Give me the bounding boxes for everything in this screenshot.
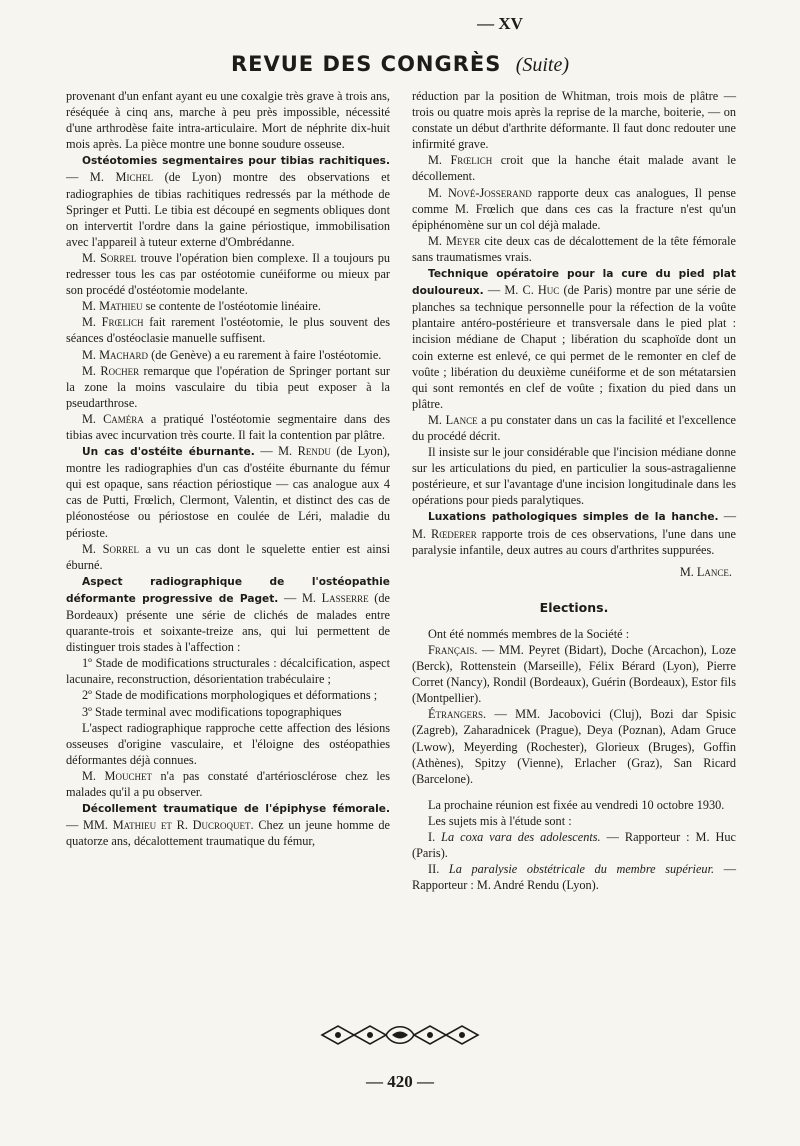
author-name: M. Meyer (428, 233, 481, 248)
paragraph-text: (de Lyon) montre des observations et radiographies de tibias rachitiques redressés par la méthode de Springer et Putti. Le tibia est découpé en segments obliques dont on intervertit l'ordre dans la gaine périostique, immobilisation avec l'appareil à tuteur externe d'Ombrédanne. (66, 170, 391, 249)
paragraph-text: rapporte trois de ces observations, l'une dans une paralysie infantile, deux autres au cours d'arthrites suppurées. (412, 526, 736, 557)
author-name: M. Frœlich (82, 315, 144, 330)
author-name: M. Sorrel (82, 250, 137, 265)
paragraph-text: remarque que l'opération de Springer portant sur la zone la moins vasculaire du tibia peut exposer à la pseudarthrose. (66, 363, 390, 410)
section-heading: Un cas d'ostéite éburnante. (82, 446, 255, 459)
paragraph (412, 233, 736, 265)
page-roman-numeral: — XV (477, 14, 523, 33)
paragraph (66, 411, 390, 443)
paragraph-text: Chez un jeune homme de quatorze ans, décalottement traumatique du fémur, (66, 818, 391, 849)
paragraph (66, 347, 390, 363)
paragraph-text: trouve l'opération bien complexe. Il a toujours pu redresser tous les cas par ostéotomie cunéiforme ou mieux par son procédé d'ostéotomie modelante. (66, 250, 391, 298)
nationality-label: Étrangers. (428, 707, 487, 722)
author-name: M. Lasserre (301, 590, 369, 605)
paragraph: Les sujets mis à l'étude sont : (428, 813, 572, 828)
author-name: M. Rendu (278, 444, 331, 459)
paragraph: 3º Stade terminal avec modifications topographiques (82, 704, 342, 719)
paragraph (412, 185, 736, 233)
paragraph: Décollement traumatique de l'épiphyse fémorale. — MM. Mathieu et R. Ducroquet. Chez un jeune homme de quatorze ans, décalottement traumatique du fémur, (66, 803, 391, 849)
author-name: M. C. Huc (504, 283, 560, 298)
paragraph: Ostéotomies segmentaires pour tibias rachitiques. — M. Michel (de Lyon) montre des observations et radiographies de tibias rachitiques redressés par la méthode de Springer et Putti. Le tibia est découpé en segments obliques dont on intervertit l'ordre dans la gaine périostique, immobilisation avec l'appareil à tuteur externe d'Ombrédanne. (66, 155, 391, 249)
paragraph-text: a vu un cas dont le squelette entier est ainsi éburné. (66, 541, 391, 572)
title-suffix: (Suite) (515, 54, 570, 76)
section-heading: Technique opératoire pour la cure du pied plat douloureux. (412, 268, 736, 298)
paragraph (412, 642, 736, 706)
left-column (66, 88, 390, 849)
paragraph (412, 412, 736, 444)
paragraph (66, 298, 390, 314)
paragraph-text: cite deux cas de décalottement de la tête fémorale sans traumatismes vrais. (412, 233, 737, 264)
author-name: M. Nové-Josserand (428, 185, 532, 200)
paragraph-text: (de Genève) a eu rarement à faire l'ostéotomie. (151, 347, 382, 362)
paragraph (66, 541, 390, 573)
paragraph-text: (de Lyon), montre les radiographies d'un cas d'ostéite éburnante du fémur qui est opaque, sans réaction périostique — cas analogue aux 4 cas de Putti, Frœlich, Clermont, Valentin, et distinct des cas de pléonostéose ou périostose en coulée de Léri, maladie du périoste. (66, 444, 391, 540)
subject-number: I. (428, 830, 436, 845)
paragraph (66, 363, 390, 411)
paragraph: Luxations pathologiques simples de la hanche. — M. Rœderer rapporte trois de ces observations, l'une dans une paralysie infantile, deux autres au cours d'arthrites suppurées. (412, 509, 736, 557)
paragraph-text: croit que la hanche était malade avant le décollement. (412, 153, 736, 184)
paragraph: L'aspect radiographique rapproche cette affection des lésions osseuses d'origine vasculaire, et l'éloigne des ostéopathies déformantes déjà connues. (66, 720, 390, 767)
elections-heading: Elections. (539, 599, 609, 615)
author-name: M. Lance (428, 412, 478, 427)
author-name: M. Frœlich (428, 153, 493, 168)
page-number: — 420 — (366, 1072, 434, 1091)
paragraph-text: fait rarement l'ostéotomie, le plus souvent des séances d'ostéoclasie manuelle suffisent. (66, 315, 390, 346)
page-title (0, 52, 800, 77)
author-name: M. Mouchet (82, 768, 152, 783)
paragraph: réduction par la position de Whitman, trois mois de plâtre — trois ou quatre mois après la reprise de la marche, boiterie, — on constate un début d'arthrite déformante. Il faut donc redouter une infirmité grave. (412, 89, 736, 152)
paragraph-text: rapporte deux cas analogues, Il pense comme M. Frœlich que dans ces cas la fracture n'est qu'un épiphénomène sur un col déjà malade. (412, 185, 736, 232)
paragraph-text: (de Paris) montre par une série de planches sa technique personnelle pour la réfection de la voûte plantaire antéro-postérieure et transversale dans le pied plat : incision médiane de Chaput ; libération du scaphoïde dont un coin externe est enlevé, ce qui permet de le remonter en clef de voûte ; libération du deuxième cunéiforme et de son métatarsien qui sont remontés en clef de voûte ; fixation du pied dans un plâtre. (412, 283, 736, 411)
paragraph (412, 829, 736, 861)
subject-number: II. (428, 862, 440, 877)
paragraph (412, 706, 736, 786)
paragraph: La prochaine réunion est fixée au vendredi 10 octobre 1930. (428, 797, 725, 812)
title-main: REVUE DES CONGRÈS (230, 52, 502, 76)
paragraph (66, 314, 390, 346)
author-name: MM. Mathieu et R. Ducroquet. (83, 818, 254, 833)
paragraph: Aspect radiographique de l'ostéopathie déformante progressive de Paget. — M. Lasserre (de Bordeaux) présente une série de clichés de malades entre quarante-trois et soixante-treize ans, qui lui permettent de distinguer trois stades à l'affection : (66, 575, 390, 655)
paragraph-text: se contente de l'ostéotomie linéaire. (145, 299, 321, 314)
paragraph: Il insiste sur le jour considérable que l'incision médiane donne sur les articulations du pied, en particulier la sous-astragalienne postérieure, et sur l'avantage d'une incision longitudinale dans les opérations pour pieds paralytiques. (412, 445, 736, 508)
subject-rapporteur: — Rapporteur : M. André Rendu (Lyon). (412, 862, 737, 893)
signature: M. Lance. (679, 564, 732, 579)
section-heading: Décollement traumatique de l'épiphyse fémorale. (82, 803, 390, 816)
paragraph-text: (de Bordeaux) présente une série de clichés de malades entre quarante-trois et soixante-treize ans, qui lui permettent de distinguer trois stades à l'affection : (66, 590, 390, 655)
fleuron-ornament-icon (318, 1022, 482, 1048)
member-list: — MM. Peyret (Bidart), Doche (Arcachon), Loze (Berck), Rottenstein (Marseille), Félix Bérard (Lyon), Pierre Corret (Nancy), Rondil (Bordeaux), Guérin (Bordeaux), Estor fils (Montpellier). (412, 643, 737, 706)
paragraph: Technique opératoire pour la cure du pied plat douloureux. — M. C. Huc (de Paris) montre par une série de planches sa technique personnelle pour la réfection de la voûte plantaire antéro-postérieure et transversale dans le pied plat : incision médiane de Chaput ; libération du scaphoïde dont un coin externe est enlevé, ce qui permet de le remonter en clef de voûte ; libération du deuxième cunéiforme et de son métatarsien qui sont remontés en clef de voûte ; fixation du pied dans un plâtre. (412, 268, 736, 411)
author-name: M. Rocher (82, 363, 140, 378)
author-name: M. Machard (82, 347, 149, 362)
author-name: M. Michel (89, 170, 153, 185)
subject-rapporteur: — Rapporteur : M. Huc (Paris). (412, 830, 737, 861)
paragraph: provenant d'un enfant ayant eu une coxalgie très grave à trois ans, réséquée à cinq ans, marche à peu près impossible, nécessité d'une arthrodèse faite intra-articulaire. Mort de néphrite dix-huit mois après. La pièce montre une bonne soudure osseuse. (66, 89, 390, 152)
paragraph (412, 152, 736, 184)
author-name: M. Sorrel (82, 541, 139, 556)
paragraph-text: n'a pas constaté d'artériosclérose chez les malades qu'il a pu observer. (66, 768, 390, 800)
paragraph: Ont été nommés membres de la Société : (428, 626, 630, 641)
paragraph (412, 861, 736, 893)
paragraph: 1º Stade de modifications structurales : décalcification, aspect lacunaire, reconstruction, désorientation trabéculaire ; (66, 656, 390, 687)
paragraph: Un cas d'ostéite éburnante. — M. Rendu (de Lyon), montre les radiographies d'un cas d'ostéite éburnante du fémur qui est opaque, sans réaction périostique — cas analogue aux 4 cas de Putti, Frœlich, Clermont, Valentin, et distinct des cas de pléonostéose ou périostose en coulée de Léri, maladie du périoste. (66, 444, 391, 540)
paragraph-text: a pu constater dans un cas la facilité et l'excellence du procédé décrit. (412, 412, 737, 443)
paragraph (66, 768, 390, 800)
section-heading: Aspect radiographique de l'ostéopathie déformante progressive de Paget. (66, 575, 390, 605)
paragraph (66, 250, 390, 298)
nationality-label: Français. (428, 643, 478, 657)
paragraph-text: a pratiqué l'ostéotomie segmentaire dans des tibias avec incurvation très courte. Il fait la contention par plâtre. (66, 411, 390, 442)
author-name: M. Mathieu (82, 299, 143, 314)
author-name: M. Caméra (82, 411, 144, 426)
section-heading: Luxations pathologiques simples de la hanche. (428, 511, 719, 524)
subject-title: La paralysie obstétricale du membre supérieur. (448, 862, 715, 877)
author-name: M. Rœderer (412, 526, 477, 541)
subject-title: La coxa vara des adolescents. (441, 830, 601, 845)
section-heading: Ostéotomies segmentaires pour tibias rachitiques. (82, 155, 390, 168)
paragraph: 2º Stade de modifications morphologiques et déformations ; (82, 688, 378, 703)
right-column (412, 88, 736, 893)
member-list: — MM. Jacobovici (Cluj), Bozi dar Spisic (Zagreb), Zaharadnicek (Prague), Deya (Poznan), Adam Gruce (Lwow), Meyerding (Rochester), Glorieux (Bruges), Goffin (Athènes), Spitzy (Vienne), Erlacher (Graz), San Ricard (Barcelone). (412, 707, 736, 786)
